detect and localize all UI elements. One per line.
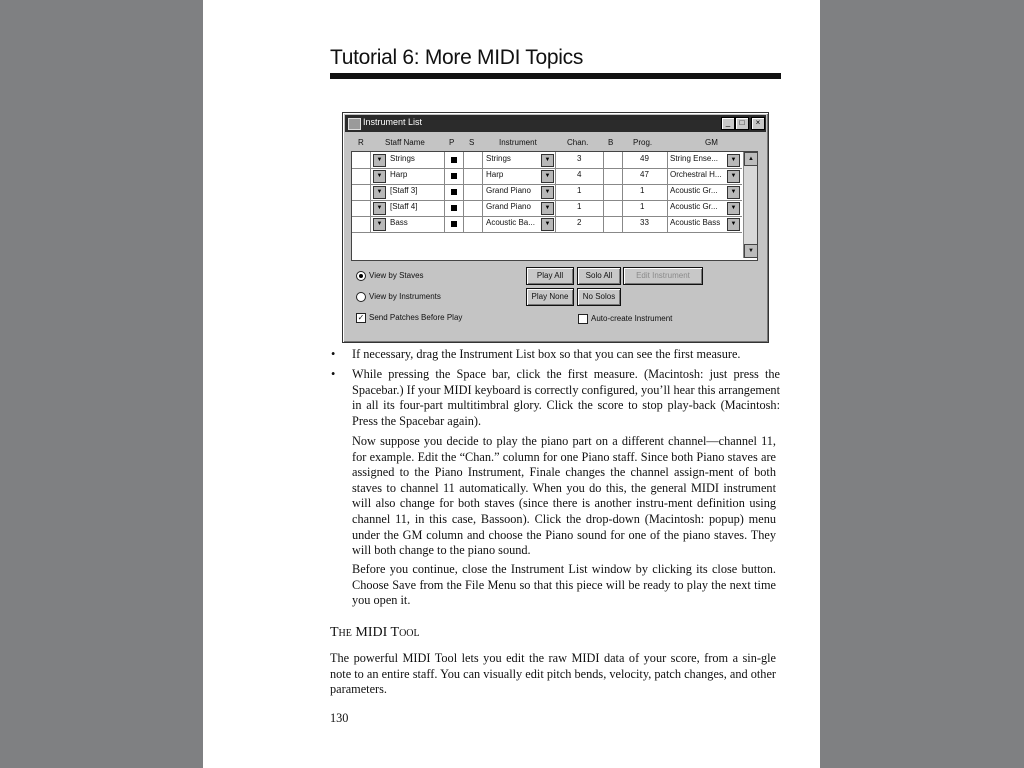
gm-cell[interactable]: Acoustic Gr... <box>670 202 718 211</box>
bullet-marker: • <box>331 347 336 361</box>
program-cell[interactable]: 1 <box>640 202 645 211</box>
instrument-cell[interactable]: Harp <box>486 170 504 179</box>
minimize-icon[interactable]: _ <box>721 117 735 130</box>
program-cell[interactable]: 1 <box>640 186 645 195</box>
channel-cell[interactable]: 2 <box>577 218 582 227</box>
view-by-staves-label: View by Staves <box>369 271 424 280</box>
gm-cell[interactable]: String Ense... <box>670 154 719 163</box>
staff-name-cell[interactable]: Harp <box>390 170 408 179</box>
instrument-cell[interactable]: Grand Piano <box>486 202 531 211</box>
page-title: Tutorial 6: More MIDI Topics <box>330 46 584 69</box>
program-cell[interactable]: 47 <box>640 170 649 179</box>
gm-dropdown-icon[interactable]: ▼ <box>727 170 740 183</box>
gm-dropdown-icon[interactable]: ▼ <box>727 218 740 231</box>
dialog-titlebar <box>345 115 766 132</box>
instrument-dropdown-icon[interactable]: ▼ <box>541 170 554 183</box>
no-solos-button[interactable]: No Solos <box>577 288 621 306</box>
bullet-item: While pressing the Space bar, click the first measure. (Macintosh: just press the Spacebar.) If your MIDI keyboard is correctly configured, you’ll hear this arrangement in all its four-part multitimbral glory. Click the score to stop play-back (Macintosh: Press the Spacebar again). <box>352 367 780 428</box>
channel-cell[interactable]: 1 <box>577 186 582 195</box>
program-cell[interactable]: 33 <box>640 218 649 227</box>
staff-name-cell[interactable]: [Staff 3] <box>390 186 418 195</box>
dialog-title: Instrument List <box>363 117 423 127</box>
column-header-chan: Chan. <box>567 138 589 147</box>
bullet-marker: • <box>331 367 336 381</box>
staff-dropdown-icon[interactable]: ▼ <box>373 154 386 167</box>
column-header-staff-name: Staff Name <box>385 138 425 147</box>
staff-dropdown-icon[interactable]: ▼ <box>373 218 386 231</box>
scroll-down-icon[interactable]: ▼ <box>744 244 758 258</box>
play-toggle[interactable] <box>451 173 457 179</box>
section-paragraph: The powerful MIDI Tool lets you edit the raw MIDI data of your score, from a sin-gle note to an entire staff. You can visually edit pitch bends, velocity, patch changes, and other parameters. <box>330 651 776 697</box>
document-page <box>203 0 820 768</box>
instrument-cell[interactable]: Acoustic Ba... <box>486 218 535 227</box>
instrument-cell[interactable]: Grand Piano <box>486 186 531 195</box>
section-heading: The MIDI Tool <box>330 625 420 640</box>
view-by-instruments-label: View by Instruments <box>369 292 441 301</box>
instrument-dropdown-icon[interactable]: ▼ <box>541 186 554 199</box>
send-patches-checkbox[interactable]: ✓ <box>357 313 365 322</box>
play-all-button[interactable]: Play All <box>526 267 574 285</box>
gm-cell[interactable]: Acoustic Gr... <box>670 186 718 195</box>
column-header-instrument: Instrument <box>499 138 537 147</box>
view-by-instruments-radio[interactable] <box>356 292 366 302</box>
play-none-button[interactable]: Play None <box>526 288 574 306</box>
vertical-scrollbar[interactable] <box>743 152 757 258</box>
staff-dropdown-icon[interactable]: ▼ <box>373 170 386 183</box>
staff-name-cell[interactable]: Strings <box>390 154 415 163</box>
play-toggle[interactable] <box>451 189 457 195</box>
gm-dropdown-icon[interactable]: ▼ <box>727 154 740 167</box>
column-header-r: R <box>358 138 364 147</box>
edit-instrument-button[interactable]: Edit Instrument <box>623 267 703 285</box>
staff-name-cell[interactable]: [Staff 4] <box>390 202 418 211</box>
channel-cell[interactable]: 3 <box>577 154 582 163</box>
staff-name-cell[interactable]: Bass <box>390 218 408 227</box>
scroll-up-icon[interactable]: ▲ <box>744 152 758 166</box>
close-icon[interactable]: × <box>751 117 765 130</box>
instrument-list-dialog <box>342 112 769 343</box>
column-header-s: S <box>469 138 475 147</box>
instrument-dropdown-icon[interactable]: ▼ <box>541 218 554 231</box>
auto-create-checkbox[interactable] <box>578 314 588 324</box>
body-paragraph: Before you continue, close the Instrument List window by clicking its close button. Choose Save from the File Menu so that this piece will be ready to play the next time you open it. <box>352 562 776 608</box>
channel-cell[interactable]: 1 <box>577 202 582 211</box>
column-header-gm: GM <box>705 138 718 147</box>
title-rule <box>330 73 781 79</box>
maximize-icon[interactable]: □ <box>735 117 749 130</box>
app-icon <box>348 118 361 130</box>
body-paragraph: Now suppose you decide to play the piano part on a different channel—channel 11, for example. Edit the “Chan.” column for one Piano staff. Since both Piano staves are assigned to the Piano Instrument, Finale changes the channel assign-ment of both staves to channel 11 automatically. When you do this, the general MIDI instrument will also change for both staves (since there is another instru-ment definition using channel 11, in this case, Bassoon). Click the drop-down (Macintosh: popup) menu under the GM column and choose the Piano sound for one of the piano staves. They will both change to the piano sound. <box>352 434 776 558</box>
solo-all-button[interactable]: Solo All <box>577 267 621 285</box>
column-header-b: B <box>608 138 614 147</box>
instrument-dropdown-icon[interactable]: ▼ <box>541 202 554 215</box>
column-header-prog: Prog. <box>633 138 653 147</box>
table-row[interactable] <box>352 184 742 201</box>
table-row[interactable] <box>352 200 742 217</box>
gm-cell[interactable]: Orchestral H... <box>670 170 722 179</box>
gm-cell[interactable]: Acoustic Bass <box>670 218 721 227</box>
play-toggle[interactable] <box>451 157 457 163</box>
table-row[interactable] <box>352 168 742 185</box>
gm-dropdown-icon[interactable]: ▼ <box>727 186 740 199</box>
channel-cell[interactable]: 4 <box>577 170 582 179</box>
instrument-cell[interactable]: Strings <box>486 154 511 163</box>
staff-dropdown-icon[interactable]: ▼ <box>373 202 386 215</box>
column-header-p: P <box>449 138 455 147</box>
view-by-staves-radio[interactable] <box>356 271 366 281</box>
staff-dropdown-icon[interactable]: ▼ <box>373 186 386 199</box>
instrument-table <box>351 151 758 261</box>
bullet-item: If necessary, drag the Instrument List box so that you can see the first measure. <box>352 347 741 361</box>
page-number: 130 <box>330 711 349 725</box>
table-row[interactable] <box>352 216 742 233</box>
instrument-dropdown-icon[interactable]: ▼ <box>541 154 554 167</box>
auto-create-label: Auto-create Instrument <box>591 314 673 323</box>
play-toggle[interactable] <box>451 221 457 227</box>
gm-dropdown-icon[interactable]: ▼ <box>727 202 740 215</box>
table-row[interactable] <box>352 152 742 169</box>
program-cell[interactable]: 49 <box>640 154 649 163</box>
send-patches-label: Send Patches Before Play <box>369 313 463 322</box>
play-toggle[interactable] <box>451 205 457 211</box>
